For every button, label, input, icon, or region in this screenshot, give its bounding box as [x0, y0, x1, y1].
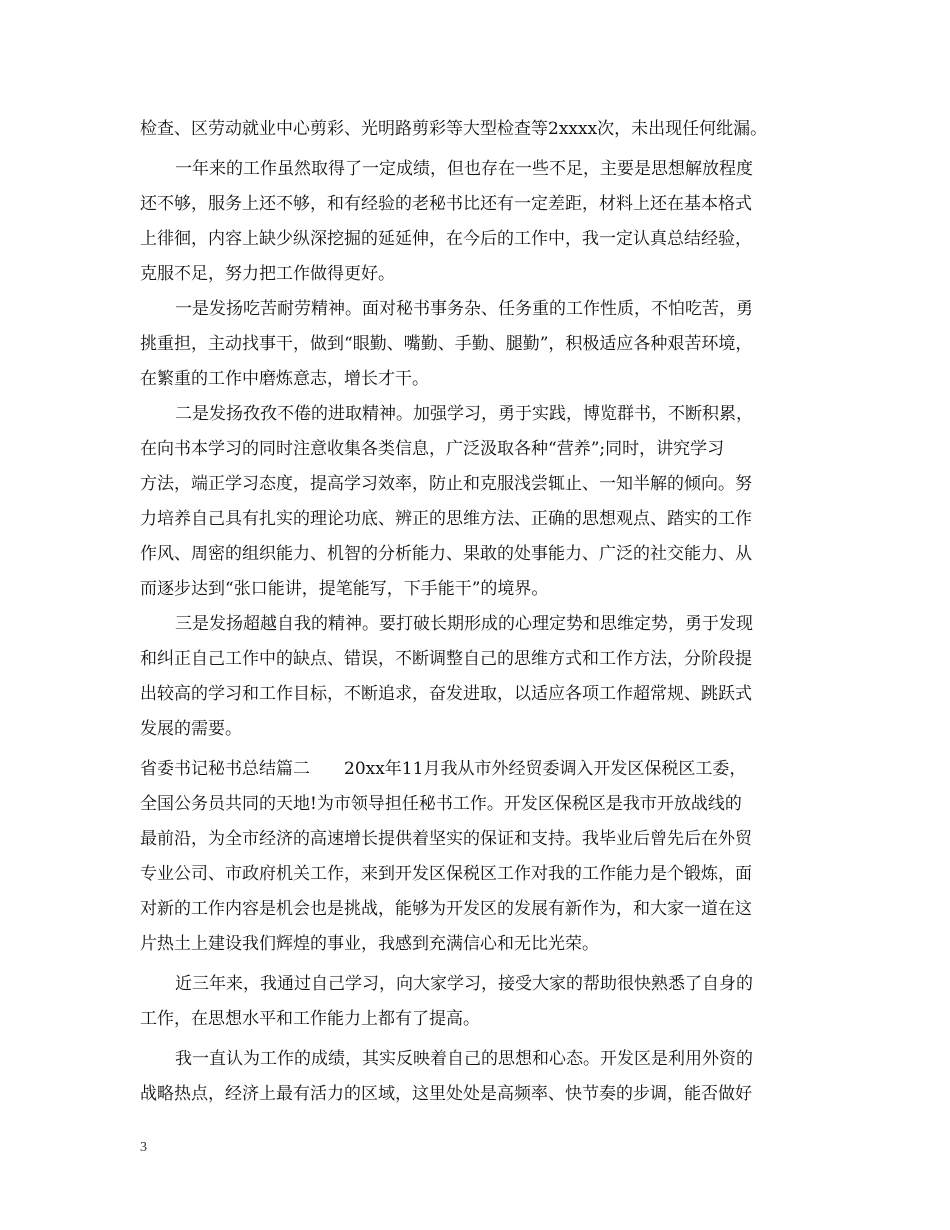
text-line: 对新的工作内容是机会也是挑战，能够为开发区的发展有新作为，和大家一道在这	[140, 899, 752, 919]
page-number: 3	[140, 1140, 147, 1155]
text-line: 和纠正自己工作中的缺点、错误，不断调整自己的思维方式和工作方法，分阶段提	[140, 649, 752, 669]
text-line: 最前沿，为全市经济的高速增长提供着坚实的保证和支持。我毕业后曾先后在外贸	[140, 829, 752, 849]
text-line: 还不够，服务上还不够，和有经验的老秘书比还有一定差距，材料上还在基本格式	[140, 194, 752, 214]
text-line: 二是发扬孜孜不倦的进取精神。加强学习，勇于实践，博览群书，不断积累，	[175, 404, 753, 424]
text-line: 克服不足，努力把工作做得更好。	[140, 264, 395, 284]
text-line: 而逐步达到“张口能讲，提笔能写，下手能干”的境界。	[140, 579, 549, 599]
text-line: 近三年来，我通过自己学习，向大家学习，接受大家的帮助很快熟悉了自身的	[175, 974, 753, 994]
text-line: 上徘徊，内容上缺少纵深挖掘的延延伸，在今后的工作中，我一定认真总结经验，	[140, 229, 752, 249]
text-line: 三是发扬超越自我的精神。要打破长期形成的心理定势和思维定势，勇于发现	[175, 614, 753, 634]
text-line: 发展的需要。	[140, 719, 242, 739]
text-line: 方法，端正学习态度，提高学习效率，防止和克服浅尝辄止、一知半解的倾向。努	[140, 474, 752, 494]
text-line: 战略热点，经济上最有活力的区域，这里处处是高频率、快节奏的步调，能否做好	[140, 1084, 752, 1104]
section-heading-line: 省委书记秘书总结篇二 20xx年11月我从市外经贸委调入开发区保税区工委，	[140, 759, 747, 779]
text-line: 我一直认为工作的成绩，其实反映着自己的思想和心态。开发区是利用外资的	[175, 1049, 753, 1069]
text-line: 工作，在思想水平和工作能力上都有了提高。	[140, 1009, 480, 1029]
text-line: 一年来的工作虽然取得了一定成绩，但也存在一些不足，主要是思想解放程度	[175, 159, 753, 179]
text-line: 在向书本学习的同时注意收集各类信息，广泛汲取各种“营养”;同时，讲究学习	[140, 439, 725, 459]
text-line: 出较高的学习和工作目标，不断追求，奋发进取，以适应各项工作超常规、跳跃式	[140, 684, 752, 704]
text-line: 作风、周密的组织能力、机智的分析能力、果敢的处事能力、广泛的社交能力、从	[140, 544, 752, 564]
text-line: 全国公务员共同的天地!为市领导担任秘书工作。开发区保税区是我市开放战线的	[140, 794, 742, 814]
text-line: 挑重担，主动找事干，做到“眼勤、嘴勤、手勤、腿勤”，积极适应各种艰苦环境，	[140, 334, 753, 354]
text-line: 片热土上建设我们辉煌的事业，我感到充满信心和无比光荣。	[140, 934, 599, 954]
text-line: 检查、区劳动就业中心剪彩、光明路剪彩等大型检查等2xxxx次，未出现任何纰漏。	[140, 119, 768, 139]
text-line: 一是发扬吃苦耐劳精神。面对秘书事务杂、任务重的工作性质，不怕吃苦，勇	[175, 299, 753, 319]
text-line: 力培养自己具有扎实的理论功底、辨正的思维方法、正确的思想观点、踏实的工作	[140, 509, 752, 529]
text-line: 在繁重的工作中磨炼意志，增长才干。	[140, 369, 429, 389]
text-line: 专业公司、市政府机关工作，来到开发区保税区工作对我的工作能力是个锻炼，面	[140, 864, 752, 884]
